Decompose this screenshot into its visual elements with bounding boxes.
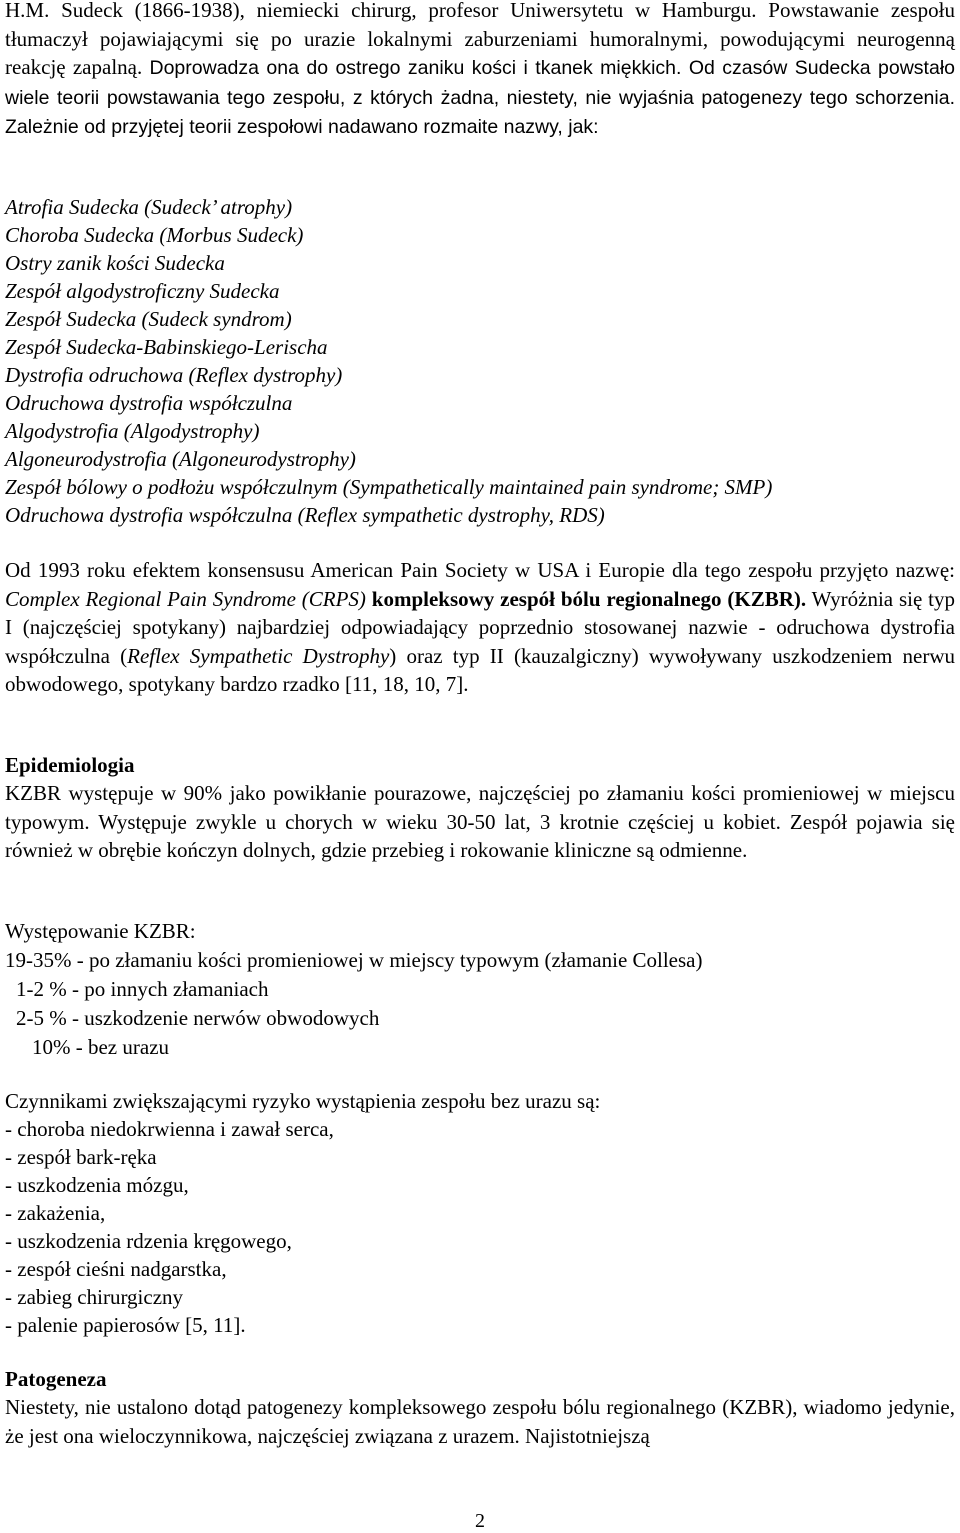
intro-paragraph [5,0,955,142]
crps-text: Od 1993 roku efektem konsensusu American Pain Society w USA i Europie dla tego zespołu przyjęto nazwę: [5,558,955,582]
occurrence-item: 2-5 % - uszkodzenie nerwów obwodowych [16,1006,380,1030]
pathogenesis-paragraph: Niestety, nie ustalono dotąd patogenezy kompleksowego zespołu bólu regionalnego (KZBR), wiadomo jedynie, że jest ona wieloczynnikowa, najczęściej związana z urazem. Najistotniejszą [5,1395,955,1448]
crps-english-name: Complex Regional Pain Syndrome (CRPS) [5,586,366,611]
risk-factor-item: - zabieg chirurgiczny [5,1285,184,1309]
rsd-name: Reflex Sympathetic Dystrophy [127,643,390,668]
syndrome-name: Choroba Sudecka (Morbus Sudeck) [5,223,304,247]
occurrence-item: 19-35% - po złamaniu kości promieniowej w miejscy typowym (złamanie Collesa) [5,948,703,972]
crps-paragraph [5,556,955,699]
epidemiology-paragraph: KZBR występuje w 90% jako powikłanie pourazowe, najczęściej po złamaniu kości promieniowej w miejscu typowym. Występuje zwykle u chorych w wieku 30-50 lat, 3 krotnie częściej u kobiet. Zespół pojawia się również w obrębie kończyn dolnych, gdzie przebieg i rokowanie kliniczne są odmienne. [5,781,955,863]
syndrome-name: Odruchowa dystrofia współczulna (Reflex sympathetic dystrophy, RDS) [5,503,605,527]
crps-text: ) oraz typ II (kauzalgiczny) wywoływany uszkodzeniem nerwu obwodowego, spotykany bardzo rzadko [11, 18, 10, 7]. [5,643,955,697]
syndrome-name: Ostry zanik kości Sudecka [5,251,225,275]
epidemiology-heading: Epidemiologia [5,753,135,777]
risk-factor-item: - zespół bark-ręka [5,1145,157,1169]
crps-polish-name: kompleksowy zespół bólu regionalnego (KZBR). [371,586,807,611]
syndrome-name: Algodystrofia (Algodystrophy) [5,419,260,443]
intro-text-sans: Doprowadza ona do ostrego zaniku kości i tkanek miękkich. Od czasów Sudecka powstało wiele teorii powstawania tego zespołu, z których żadna, niestety, nie wyjaśnia patogenezy tego schorzenia. Zależnie od przyjętej teorii zespołowi nadawano rozmaite nazwy, jak: [5,57,955,139]
syndrome-name: Zespół Sudecka (Sudeck syndrom) [5,307,292,331]
syndrome-name: Dystrofia odruchowa (Reflex dystrophy) [5,363,343,387]
pathogenesis-heading: Patogeneza [5,1367,107,1391]
syndrome-name: Odruchowa dystrofia współczulna [5,391,293,415]
risk-factor-item: - palenie papierosów [5, 11]. [5,1313,246,1337]
risk-factor-item: - uszkodzenia mózgu, [5,1173,189,1197]
syndrome-name: Zespół algodystroficzny Sudecka [5,279,280,303]
syndrome-name: Zespół bólowy o podłożu współczulnym (Sympathetically maintained pain syndrome; SMP) [5,475,773,499]
occurrence-title: Występowanie KZBR: [5,919,196,943]
intro-text-serif: H.M. Sudeck (1866-1938), niemiecki chirurg, profesor Uniwersytetu w Hamburgu. Powstawanie zespołu tłumaczył pojawiającymi się po urazie lokalnymi zaburzeniami humoralnymi, powodującymi neurogenną reakcję zapalną. [5,0,955,80]
page-number: 2 [475,1510,485,1532]
syndrome-name: Algoneurodystrofia (Algoneurodystrophy) [5,447,356,471]
risk-factor-item: - zakażenia, [5,1201,106,1225]
occurrence-item: 10% - bez urazu [32,1035,170,1059]
occurrence-item: 1-2 % - po innych złamaniach [16,977,269,1001]
risk-factor-item: - choroba niedokrwienna i zawał serca, [5,1117,334,1141]
risk-factors-title: Czynnikami zwiększającymi ryzyko wystąpienia zespołu bez urazu są: [5,1089,601,1113]
syndrome-name: Zespół Sudecka-Babinskiego-Lerischa [5,335,328,359]
risk-factor-item: - zespół cieśni nadgarstka, [5,1257,227,1281]
syndrome-name: Atrofia Sudecka (Sudeck’ atrophy) [5,195,293,219]
risk-factor-item: - uszkodzenia rdzenia kręgowego, [5,1229,292,1253]
crps-text: Wyróżnia się typ I (najczęściej spotykany) najbardziej odpowiadający poprzednio stosowanej nazwie - odruchowa dystrofia współczulna ( [5,586,956,668]
